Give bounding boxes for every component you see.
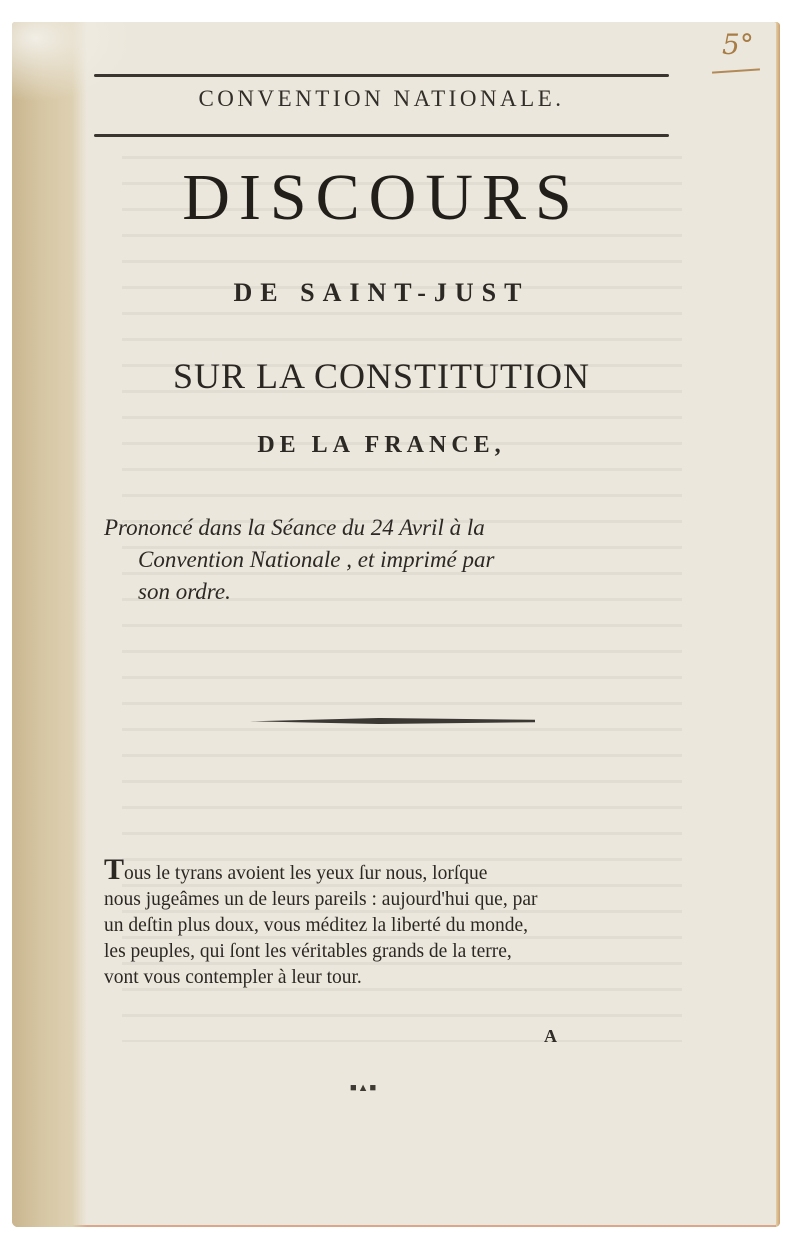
signature-mark: A [544,1026,557,1046]
imprint-line: Convention Nationale , et imprimé par [138,547,495,572]
drop-cap: T [104,853,125,886]
imprint-line: Prononcé dans la Séance du 24 Avril à la [104,515,485,540]
printer-ornament: ■▲■ [350,1082,378,1094]
imprint-statement [104,512,674,608]
body-line: un deſtin plus doux, vous méditez la liberté du monde, [104,915,529,936]
header-convention: CONVENTION NATIONALE. [198,86,565,111]
ornamental-divider [250,718,535,724]
imprint-line: son ordre. [138,579,231,604]
body-line: vont vous contempler à leur tour. [104,967,362,988]
body-line-text: ous le tyrans avoient les yeux ſur nous, lorſque [124,863,488,884]
shelf-mark-underline [712,68,760,73]
body-line: nous jugeâmes un de leurs pareils : aujourd'hui que, par [104,889,538,910]
subtitle-author: DE SAINT-JUST [233,278,530,307]
body-line: les peuples, qui ſont les véritables grands de la terre, [104,941,512,962]
document-title: DISCOURS [182,161,581,234]
subtitle-topic: SUR LA CONSTITUTION [172,356,590,396]
handwritten-shelf-mark: 5° [722,28,754,61]
opening-paragraph [104,853,674,991]
header-rule-bottom [94,134,669,137]
header-rule-top [94,74,669,77]
body-line [104,853,674,887]
subtitle-country: DE LA FRANCE, [257,432,506,458]
